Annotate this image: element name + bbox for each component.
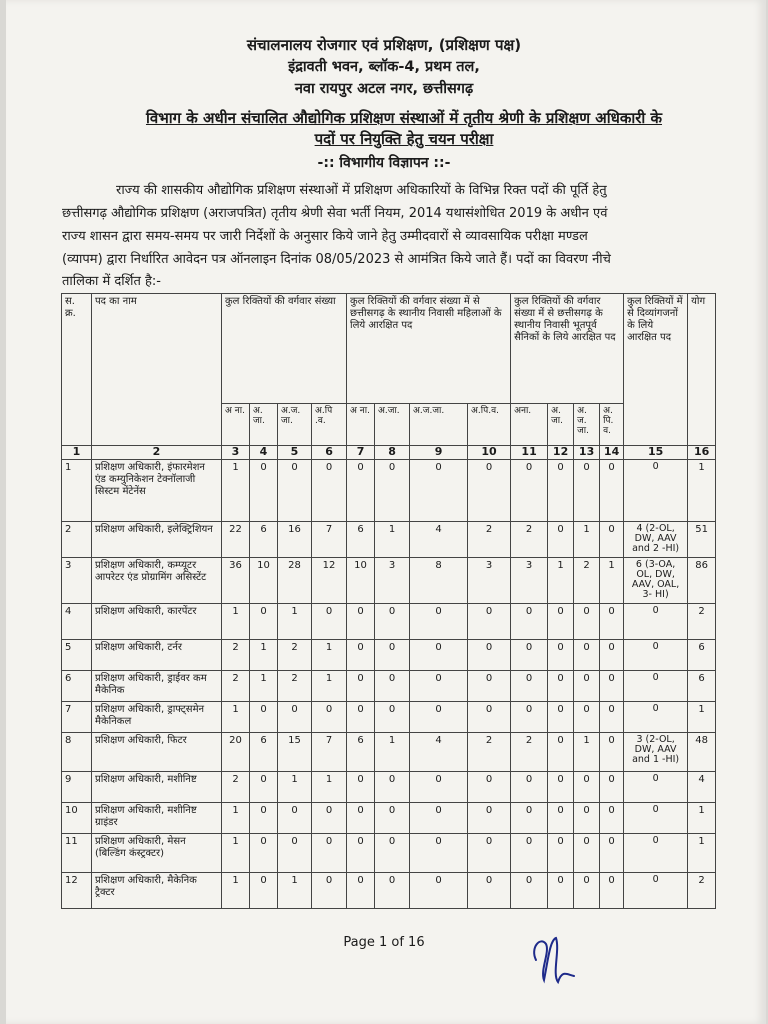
column-number: 12 [548,446,574,460]
row-value: 0 [548,873,574,909]
row-value: 0 [375,604,410,640]
row-disabled-reserved: 6 (3-OA, OL, DW, AAV, OAL, 3- HI) [624,558,688,604]
row-value: 0 [511,772,548,803]
row-value: 0 [468,460,511,522]
column-number: 14 [600,446,624,460]
page-number: Page 1 of 16 [343,935,425,950]
row-value: 0 [250,460,278,522]
row-disabled-reserved: 0 [624,873,688,909]
row-value: 0 [574,460,600,522]
row-value: 0 [278,702,312,733]
row-value: 0 [312,873,347,909]
row-value: 0 [468,671,511,702]
department-address-line1: इंद्रावती भवन, ब्लॉक-4, प्रथम तल, [288,59,480,75]
row-value: 2 [222,772,250,803]
column-number: 3 [222,446,250,460]
sub-g3-2: अ. ज. जा. [574,404,600,446]
row-value: 0 [347,671,375,702]
row-value: 0 [410,873,468,909]
row-value: 1 [278,772,312,803]
row-value: 0 [574,640,600,671]
row-value: 0 [600,702,624,733]
row-total: 1 [688,460,716,522]
row-total: 86 [688,558,716,604]
row-value: 0 [468,702,511,733]
row-value: 2 [222,640,250,671]
row-value: 0 [278,803,312,834]
row-value: 0 [250,604,278,640]
row-post-name: प्रशिक्षण अधिकारी, कम्प्यूटर आपरेटर एंड प्रोग्रामिंग असिस्टेंट [92,558,222,604]
row-value: 0 [548,522,574,558]
row-sno: 12 [62,873,92,909]
row-value: 0 [375,873,410,909]
row-value: 0 [600,460,624,522]
row-value: 0 [468,640,511,671]
row-value: 1 [278,604,312,640]
row-value: 20 [222,733,250,772]
row-value: 0 [574,604,600,640]
sub-g2-0: अ ना. [347,404,375,446]
column-number: 11 [511,446,548,460]
row-sno: 10 [62,803,92,834]
row-value: 3 [511,558,548,604]
row-value: 0 [347,640,375,671]
header-total-vacancies: कुल रिक्तियों की वर्गवार संख्या [222,294,347,404]
row-value: 0 [347,460,375,522]
sub-g3-1: अ. जा. [548,404,574,446]
row-total: 48 [688,733,716,772]
row-value: 0 [312,460,347,522]
row-value: 0 [511,803,548,834]
row-disabled-reserved: 0 [624,460,688,522]
row-value: 0 [250,803,278,834]
row-value: 1 [222,873,250,909]
table-row [62,772,716,803]
body-paragraph-line4: (व्यापम) द्वारा निर्धारित आवेदन पत्र ऑनलाइन दिनांक 08/05/2023 से आमंत्रित किये जाते हैं। पदों का विवरण नीचे [62,252,611,267]
row-value: 2 [468,733,511,772]
row-value: 6 [347,733,375,772]
row-value: 1 [600,558,624,604]
body-paragraph-line5: तालिका में दर्शित है:- [62,274,161,289]
row-total: 4 [688,772,716,803]
row-disabled-reserved: 0 [624,640,688,671]
row-value: 0 [410,671,468,702]
row-total: 2 [688,873,716,909]
row-value: 0 [375,460,410,522]
row-total: 1 [688,834,716,873]
row-total: 6 [688,640,716,671]
column-number: 4 [250,446,278,460]
row-post-name: प्रशिक्षण अधिकारी, फिटर [92,733,222,772]
row-value: 0 [548,671,574,702]
row-value: 0 [468,803,511,834]
row-value: 2 [511,522,548,558]
row-value: 10 [250,558,278,604]
row-value: 1 [222,604,250,640]
row-value: 0 [511,604,548,640]
row-value: 0 [410,702,468,733]
row-value: 3 [468,558,511,604]
row-value: 0 [250,702,278,733]
row-value: 0 [511,640,548,671]
row-value: 1 [250,671,278,702]
body-paragraph-line2: छत्तीसगढ़ औद्योगिक प्रशिक्षण (अराजपत्रित) तृतीय श्रेणी सेवा भर्ती नियम, 2014 यथासंशोधित 2019 के अधीन एवं [62,206,608,221]
table-row [62,558,716,604]
sub-g3-0: अना. [511,404,548,446]
column-number: 1 [62,446,92,460]
row-value: 2 [278,640,312,671]
row-value: 1 [312,640,347,671]
row-post-name: प्रशिक्षण अधिकारी, मेसन (बिल्डिंग कंस्ट्रक्टर) [92,834,222,873]
row-value: 0 [548,803,574,834]
row-value: 0 [347,772,375,803]
sub-g2-2: अ.ज.जा. [410,404,468,446]
row-value: 0 [574,671,600,702]
row-sno: 8 [62,733,92,772]
row-sno: 3 [62,558,92,604]
row-value: 0 [548,604,574,640]
row-value: 1 [375,733,410,772]
row-value: 22 [222,522,250,558]
row-value: 0 [375,834,410,873]
header-total: योग [688,294,716,446]
row-value: 6 [347,522,375,558]
column-number: 15 [624,446,688,460]
row-disabled-reserved: 0 [624,671,688,702]
body-paragraph-line3: राज्य शासन द्वारा समय-समय पर जारी निर्देशों के अनुसार किये जाने हेतु उम्मीदवारों से व्यावसायिक परीक्षा मण्डल [62,229,588,244]
row-value: 0 [511,460,548,522]
row-value: 0 [600,522,624,558]
row-value: 0 [250,772,278,803]
row-value: 0 [574,772,600,803]
column-number: 8 [375,446,410,460]
column-number: 2 [92,446,222,460]
table-row [62,834,716,873]
row-value: 3 [375,558,410,604]
department-name: संचालनालय रोजगार एवं प्रशिक्षण, (प्रशिक्षण पक्ष) [246,36,522,54]
column-number: 10 [468,446,511,460]
vacancy-table [61,293,716,909]
row-value: 0 [347,873,375,909]
row-value: 0 [410,460,468,522]
row-value: 0 [312,702,347,733]
column-number: 16 [688,446,716,460]
row-value: 0 [548,733,574,772]
sub-g1-2: अ.ज. जा. [278,404,312,446]
row-value: 0 [548,702,574,733]
row-value: 0 [347,604,375,640]
row-value: 0 [600,604,624,640]
row-value: 1 [278,873,312,909]
row-value: 0 [574,702,600,733]
row-post-name: प्रशिक्षण अधिकारी, ड्राईवर कम मैकेनिक [92,671,222,702]
row-sno: 6 [62,671,92,702]
row-value: 1 [222,702,250,733]
row-value: 0 [375,702,410,733]
sub-g1-0: अ ना. [222,404,250,446]
row-post-name: प्रशिक्षण अधिकारी, इलेक्ट्रिशियन [92,522,222,558]
row-value: 0 [468,604,511,640]
row-value: 1 [222,834,250,873]
row-value: 0 [375,640,410,671]
row-sno: 9 [62,772,92,803]
row-value: 7 [312,733,347,772]
row-value: 0 [548,460,574,522]
row-value: 0 [375,671,410,702]
row-value: 0 [410,640,468,671]
row-value: 0 [511,834,548,873]
table-row [62,702,716,733]
table-row [62,522,716,558]
row-disabled-reserved: 0 [624,702,688,733]
sub-g2-1: अ.जा. [375,404,410,446]
row-value: 36 [222,558,250,604]
column-number: 13 [574,446,600,460]
department-address-line2: नवा रायपुर अटल नगर, छत्तीसगढ़ [294,81,474,97]
row-post-name: प्रशिक्षण अधिकारी, ड्राफ्ट्समेन मैकेनिकल [92,702,222,733]
sub-g3-3: अ. पि. व. [600,404,624,446]
row-value: 1 [574,522,600,558]
table-row [62,640,716,671]
sub-g1-3: अ.पि .व. [312,404,347,446]
row-value: 6 [250,522,278,558]
row-value: 2 [574,558,600,604]
row-disabled-reserved: 0 [624,604,688,640]
row-value: 1 [574,733,600,772]
row-disabled-reserved: 0 [624,803,688,834]
row-value: 0 [600,733,624,772]
row-post-name: प्रशिक्षण अधिकारी, मशीनिष्ट ग्राइंडर [92,803,222,834]
row-disabled-reserved: 3 (2-OL, DW, AAV and 1 -HI) [624,733,688,772]
row-value: 0 [548,772,574,803]
row-disabled-reserved: 0 [624,772,688,803]
row-value: 1 [222,803,250,834]
row-value: 0 [278,834,312,873]
row-value: 2 [278,671,312,702]
row-value: 0 [347,803,375,834]
row-value: 1 [548,558,574,604]
column-number: 9 [410,446,468,460]
body-paragraph-line1: राज्य की शासकीय औद्योगिक प्रशिक्षण संस्थाओं में प्रशिक्षण अधिकारियों के विभिन्न रिक्त पदों की पूर्ति हेतु [116,183,607,198]
row-value: 0 [312,803,347,834]
row-total: 6 [688,671,716,702]
row-value: 6 [250,733,278,772]
row-total: 1 [688,803,716,834]
row-value: 0 [548,834,574,873]
row-value: 4 [410,522,468,558]
row-post-name: प्रशिक्षण अधिकारी, टर्नर [92,640,222,671]
sub-g1-1: अ. जा. [250,404,278,446]
row-value: 0 [511,671,548,702]
row-value: 0 [347,834,375,873]
row-value: 12 [312,558,347,604]
table-row [62,733,716,772]
row-sno: 5 [62,640,92,671]
row-sno: 7 [62,702,92,733]
sub-g2-3: अ.पि.व. [468,404,511,446]
column-number-row [62,446,716,460]
row-value: 28 [278,558,312,604]
header-sno: स. क्र. [62,294,92,446]
row-value: 10 [347,558,375,604]
row-total: 2 [688,604,716,640]
row-total: 51 [688,522,716,558]
row-post-name: प्रशिक्षण अधिकारी, मैकेनिक ट्रैक्टर [92,873,222,909]
advertisement-heading: -:: विभागीय विज्ञापन ::- [317,155,451,171]
row-value: 0 [278,460,312,522]
row-sno: 1 [62,460,92,522]
row-disabled-reserved: 0 [624,834,688,873]
row-value: 0 [347,702,375,733]
row-total: 1 [688,702,716,733]
row-sno: 11 [62,834,92,873]
row-sno: 2 [62,522,92,558]
row-value: 1 [222,460,250,522]
row-value: 0 [548,640,574,671]
table-row [62,803,716,834]
row-value: 0 [600,640,624,671]
row-post-name: प्रशिक्षण अधिकारी, मशीनिष्ट [92,772,222,803]
row-value: 7 [312,522,347,558]
header-post-name: पद का नाम [92,294,222,446]
header-disabled-reserved: कुल रिक्तियों में से दिव्यांगजनों के लिये आरक्षित पद [624,294,688,446]
row-disabled-reserved: 4 (2-OL, DW, AAV and 2 -HI) [624,522,688,558]
row-value: 4 [410,733,468,772]
row-value: 16 [278,522,312,558]
row-post-name: प्रशिक्षण अधिकारी, इंफारमेशन एंड कम्युनिकेशन टेक्नॉलाजी सिस्टम मेंटेनेंस [92,460,222,522]
row-value: 0 [468,834,511,873]
row-value: 0 [511,873,548,909]
header-ex-servicemen-reserved: कुल रिक्तियों की वर्गवार संख्या में से छत्तीसगढ़ के स्थानीय निवासी भूतपूर्व सैनिकों के लिये आरक्षित पद [511,294,624,404]
row-value: 1 [375,522,410,558]
row-value: 0 [511,702,548,733]
row-value: 2 [468,522,511,558]
row-value: 0 [574,873,600,909]
header-row [62,294,716,404]
row-value: 0 [574,834,600,873]
table-row [62,873,716,909]
row-value: 0 [250,873,278,909]
row-value: 8 [410,558,468,604]
row-value: 0 [600,803,624,834]
column-number: 7 [347,446,375,460]
table-row [62,460,716,522]
signature-mark [526,930,578,988]
row-post-name: प्रशिक्षण अधिकारी, कारपेंटर [92,604,222,640]
header-women-reserved: कुल रिक्तियों की वर्गवार संख्या में से छत्तीसगढ़ के स्थानीय निवासी महिलाओं के लिये आरक्षित पद [347,294,511,404]
table-row [62,671,716,702]
row-value: 0 [250,834,278,873]
row-value: 1 [250,640,278,671]
row-value: 0 [600,834,624,873]
row-value: 0 [600,772,624,803]
row-value: 0 [312,604,347,640]
row-value: 0 [574,803,600,834]
row-value: 0 [468,772,511,803]
row-value: 15 [278,733,312,772]
row-value: 0 [375,803,410,834]
row-value: 1 [312,671,347,702]
row-value: 1 [312,772,347,803]
notice-title-line2: पदों पर नियुक्ति हेतु चयन परीक्षा [314,130,494,148]
row-value: 2 [222,671,250,702]
row-value: 0 [375,772,410,803]
row-value: 0 [600,873,624,909]
column-number: 5 [278,446,312,460]
row-value: 2 [511,733,548,772]
row-value: 0 [410,834,468,873]
row-value: 0 [468,873,511,909]
row-value: 0 [312,834,347,873]
row-value: 0 [600,671,624,702]
notice-title-line1: विभाग के अधीन संचालित औद्योगिक प्रशिक्षण संस्थाओं में तृतीय श्रेणी के प्रशिक्षण अधिकारी के [145,109,663,127]
table-row [62,604,716,640]
row-value: 0 [410,604,468,640]
row-sno: 4 [62,604,92,640]
row-value: 0 [410,772,468,803]
column-number: 6 [312,446,347,460]
row-value: 0 [410,803,468,834]
